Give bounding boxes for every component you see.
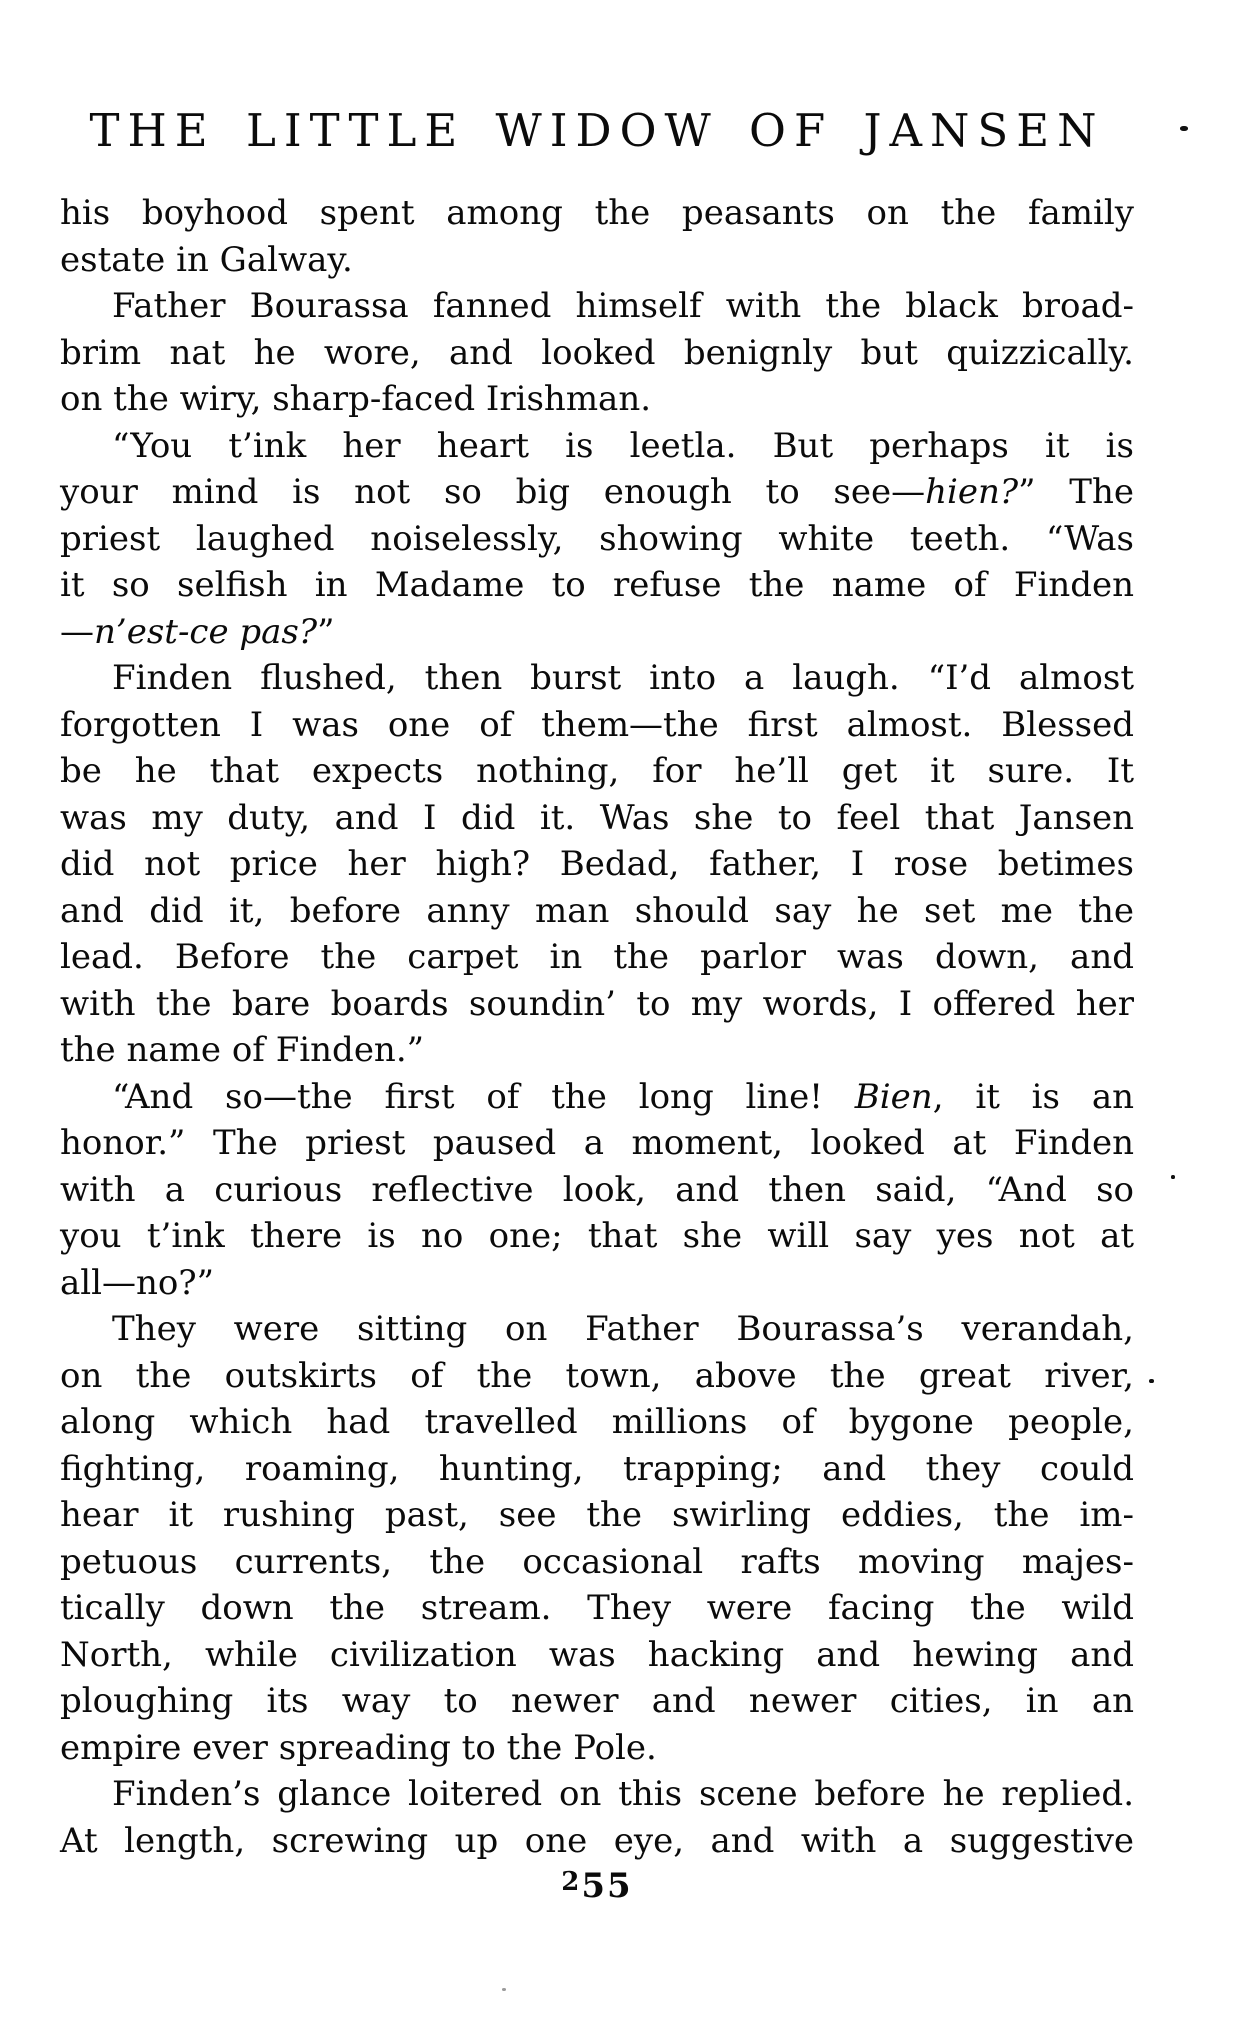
text-segment: Finden flushed, then burst into a laugh. “I’d almost xyxy=(112,658,1134,698)
text-segment: honor.” The priest paused a moment, looked at Finden xyxy=(60,1123,1134,1163)
text-segment: hear it rushing past, see the swirling eddies, the im- xyxy=(60,1495,1134,1535)
text-line xyxy=(60,1818,1134,1865)
italic-text: Bien xyxy=(854,1076,933,1117)
text-line xyxy=(60,562,1134,609)
text-line xyxy=(60,1306,1134,1353)
text-line xyxy=(60,702,1134,749)
text-line xyxy=(60,888,1134,935)
text-segment: along which had travelled millions of bygone people, xyxy=(60,1402,1134,1442)
text-segment: did not price her high? Bedad, father, I rose betimes xyxy=(60,844,1134,884)
text-segment: tically down the stream. They were facing the wild xyxy=(60,1588,1134,1628)
text-segment: forgotten I was one of them—the first almost. Blessed xyxy=(60,704,1134,745)
text-line xyxy=(60,190,1134,237)
italic-text: hien? xyxy=(925,472,1019,512)
text-segment: all—no?” xyxy=(60,1262,214,1303)
text-segment: on the wiry, sharp-faced Irishman. xyxy=(60,379,652,419)
text-line xyxy=(60,748,1134,795)
text-segment: with a curious reflective look, and then said, “And so xyxy=(60,1169,1134,1210)
text-segment: , it is an xyxy=(932,1076,1134,1117)
text-line xyxy=(60,376,1134,423)
text-line xyxy=(60,1260,1134,1307)
text-segment: empire ever spreading to the Pole. xyxy=(60,1727,657,1768)
text-line xyxy=(60,1585,1134,1632)
text-line xyxy=(60,609,1134,656)
text-segment: lead. Before the carpet in the parlor was down, and xyxy=(60,937,1134,977)
text-segment: estate in Galway. xyxy=(60,239,353,280)
text-line xyxy=(60,237,1134,284)
scan-speck xyxy=(1180,126,1188,131)
text-line xyxy=(60,1771,1134,1818)
scan-speck xyxy=(1171,1175,1175,1179)
text-segment: fighting, roaming, hunting, trapping; and they could xyxy=(60,1448,1134,1489)
text-segment: North, while civilization was hacking and hewing and xyxy=(60,1634,1134,1675)
text-segment: you t’ink there is no one; that she will say yes not at xyxy=(60,1216,1134,1256)
page-number-rest: 55 xyxy=(581,1866,633,1906)
text-line xyxy=(60,841,1134,888)
text-line xyxy=(60,1353,1134,1400)
text-segment: ploughing its way to newer and newer cities, in an xyxy=(60,1681,1134,1721)
page-number xyxy=(60,1866,1134,1906)
text-segment: the name of Finden.” xyxy=(60,1030,425,1070)
text-segment: They were sitting on Father Bourassa’s verandah, xyxy=(112,1309,1134,1349)
text-line xyxy=(60,934,1134,981)
text-segment: his boyhood spent among the peasants on the family xyxy=(60,193,1134,233)
text-line xyxy=(60,516,1134,563)
text-segment: brim nat he wore, and looked benignly but quizzically. xyxy=(60,332,1134,373)
text-segment: “You t’ink her heart is leetla. But perhaps it is xyxy=(112,425,1134,466)
text-segment: and did it, before anny man should say he set me the xyxy=(60,890,1134,931)
text-segment: Father Bourassa fanned himself with the black broad- xyxy=(112,286,1134,326)
text-line xyxy=(60,1027,1134,1074)
text-line xyxy=(60,1678,1134,1725)
text-line xyxy=(60,1632,1134,1679)
text-segment: ” xyxy=(317,611,335,652)
text-line xyxy=(60,795,1134,842)
running-title: THE LITTLE WIDOW OF JANSEN xyxy=(89,104,1105,157)
text-line xyxy=(60,981,1134,1028)
text-segment: “And so—the first of the long line! xyxy=(112,1076,855,1117)
text-segment: was my duty, and I did it. Was she to feel that Jansen xyxy=(60,797,1134,838)
text-line xyxy=(60,655,1134,702)
text-line xyxy=(60,1446,1134,1493)
scan-speck xyxy=(1149,1379,1154,1383)
text-segment: Finden’s glance loitered on this scene before he replied. xyxy=(112,1774,1134,1814)
text-body xyxy=(60,190,1134,1864)
text-segment: your mind is not so big enough to see— xyxy=(60,472,926,512)
text-line xyxy=(60,1213,1134,1260)
page-number-raised-digit: 2 xyxy=(561,1867,582,1897)
text-line xyxy=(60,1074,1134,1121)
scan-speck xyxy=(502,1988,506,1991)
text-line xyxy=(60,1399,1134,1446)
text-segment: — xyxy=(60,611,94,652)
text-line xyxy=(60,1725,1134,1772)
text-line xyxy=(60,1492,1134,1539)
text-segment: it so selfish in Madame to refuse the name of Finden xyxy=(60,565,1134,605)
text-line xyxy=(60,423,1134,470)
italic-text: n’est-ce pas? xyxy=(94,611,318,652)
text-segment: At length, screwing up one eye, and with a suggestive xyxy=(60,1820,1134,1861)
text-line xyxy=(60,1120,1134,1167)
text-segment: petuous currents, the occasional rafts moving majes- xyxy=(60,1541,1134,1582)
text-line xyxy=(60,469,1134,516)
text-segment: on the outskirts of the town, above the great river, xyxy=(60,1355,1134,1396)
text-segment: with the bare boards soundin’ to my words, I offered her xyxy=(60,983,1134,1024)
text-line xyxy=(60,1167,1134,1214)
text-segment: be he that expects nothing, for he’ll get it sure. It xyxy=(60,751,1134,791)
text-line xyxy=(60,283,1134,330)
text-line xyxy=(60,330,1134,377)
text-line xyxy=(60,1539,1134,1586)
text-segment: ” The xyxy=(1018,472,1134,512)
text-segment: priest laughed noiselessly, showing white teeth. “Was xyxy=(60,518,1134,559)
